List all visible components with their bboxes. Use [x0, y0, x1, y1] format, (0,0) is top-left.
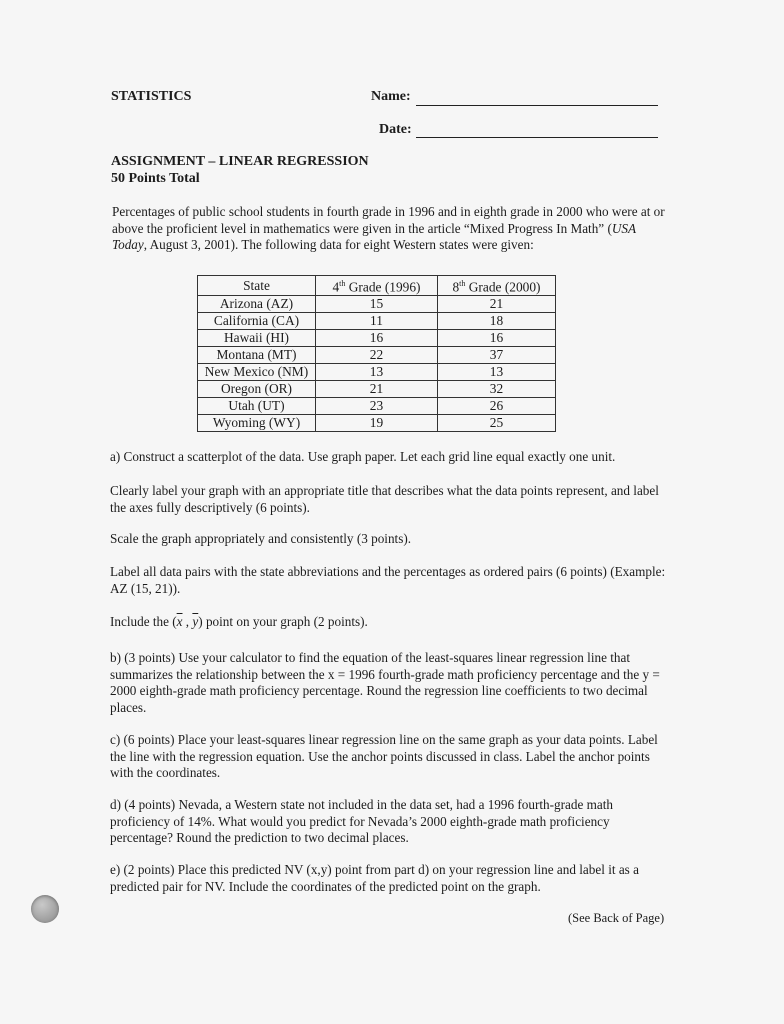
date-field-line — [416, 136, 658, 138]
table-row: Utah (UT) 23 26 — [198, 398, 556, 415]
points-total: 50 Points Total — [111, 171, 200, 186]
table-row: New Mexico (NM) 13 13 — [198, 364, 556, 381]
instruction-c: c) (6 points) Place your least-squares linear regression line on the same graph as your data points. Label the line with the regression equation. Use the anchor points discussed in class. Label the anchor points with the coordinates. — [110, 732, 658, 780]
table-header-row — [198, 276, 556, 296]
table-row: Hawaii (HI) 16 16 — [198, 330, 556, 347]
instruction-scale: Scale the graph appropriately and consistently (3 points). — [110, 531, 412, 546]
header-state: State — [198, 276, 316, 296]
table-row: California (CA) 11 18 — [198, 313, 556, 330]
header-grade8: 8th Grade (2000) — [438, 276, 556, 296]
instruction-b: b) (3 points) Use your calculator to find the equation of the least-squares linear regression line that summarizes the relationship between the x = 1996 fourth-grade math proficiency percentage and the y = 2000 eighth-grade math proficiency percentage. Round the regression line coefficients to two decimal places. — [110, 650, 660, 715]
header-grade4: 4th Grade (1996) — [316, 276, 438, 296]
instruction-label-pairs: Label all data pairs with the state abbreviations and the percentages as ordered pairs (6 points) (Example: AZ (15, 21)). — [110, 564, 666, 596]
intro-source: USA Today — [112, 220, 636, 252]
see-back-note: (See Back of Page) — [568, 911, 665, 925]
y-bar-symbol: $\overline{y}$ — [192, 614, 199, 629]
name-field-line — [416, 104, 658, 106]
table-row: Wyoming (WY) 19 25 — [198, 415, 556, 432]
instruction-e: e) (2 points) Place this predicted NV (x,y) point from part d) on your regression line and label it as a predicted pair for NV. Include the coordinates of the predicted point on the graph. — [110, 862, 639, 894]
name-label: Name: — [371, 89, 411, 104]
instruction-mean-point: Include the ($\overline{x}$ , $\overline{y}$) point on your graph (2 points). — [110, 614, 368, 629]
instruction-label-graph: Clearly label your graph with an appropriate title that describes what the data points represent, and label the axes fully descriptively (6 points). — [110, 483, 659, 515]
instruction-d: d) (4 points) Nevada, a Western state not included in the data set, had a 1996 fourth-grade math proficiency of 14%. What would you predict for Nevada’s 2000 eighth-grade math proficiency percentage? Round the prediction to two decimal places. — [110, 797, 613, 845]
course-title: STATISTICS — [111, 89, 192, 104]
x-bar-symbol: $\overline{x}$ — [176, 614, 183, 629]
intro-text: Percentages of public school students in fourth grade in 1996 and in eighth grade in 2000 who were at or above the proficient level in mathematics were given in the article “Mixed Progress In Math” ( — [112, 204, 665, 236]
intro-paragraph — [112, 204, 672, 254]
intro-text-end: , August 3, 2001). The following data for eight Western states were given: — [143, 237, 534, 252]
table-row: Montana (MT) 22 37 — [198, 347, 556, 364]
table-row: Oregon (OR) 21 32 — [198, 381, 556, 398]
instruction-a: a) Construct a scatterplot of the data. Use graph paper. Let each grid line equal exactly one unit. — [110, 449, 616, 464]
date-label: Date: — [379, 122, 412, 137]
assignment-title: ASSIGNMENT – LINEAR REGRESSION — [111, 154, 369, 169]
data-table — [197, 275, 556, 432]
table-row: Arizona (AZ) 15 21 — [198, 296, 556, 313]
hole-punch — [31, 895, 59, 923]
